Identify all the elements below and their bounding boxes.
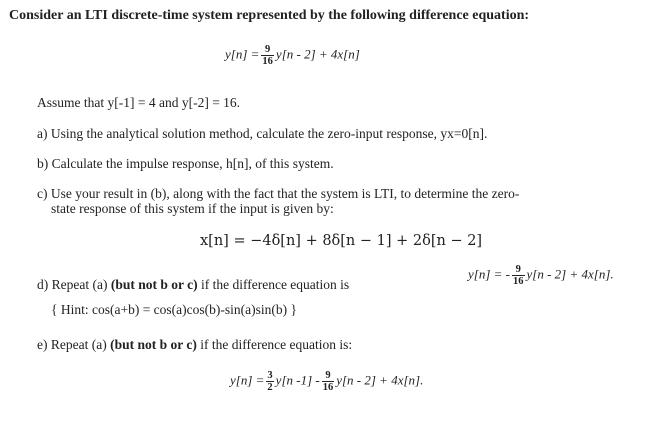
eq-e-denominator-2: 16 bbox=[322, 382, 334, 394]
eq-e-fraction-2 bbox=[322, 370, 335, 393]
eq1-denominator: 16 bbox=[262, 56, 273, 68]
eq-e-fraction-1 bbox=[266, 370, 273, 393]
part-a-text: a) Using the analytical solution method, calculate the zero-input response, yx=0[n]. bbox=[37, 126, 488, 141]
part-d-suffix: if the difference equation is bbox=[197, 277, 350, 292]
part-d-prefix: d) Repeat (a) bbox=[37, 277, 111, 292]
part-d-text bbox=[37, 277, 349, 293]
eq1-rhs: y[n - 2] + 4x[n] bbox=[275, 46, 360, 62]
input-signal-equation: x[n] = −4δ[n] + 8δ[n − 1] + 2δ[n − 2] bbox=[200, 233, 483, 249]
eq-e-rhs: y[n - 2] + 4x[n]. bbox=[336, 372, 424, 388]
part-b-text: b) Calculate the impulse response, h[n], of this system. bbox=[37, 156, 334, 171]
eq-d-numerator: 9 bbox=[515, 264, 521, 275]
part-c-text-line1: c) Use your result in (b), along with the fact that the system is LTI, to determine the zero- bbox=[37, 186, 520, 201]
eq-e-numerator-2: 9 bbox=[325, 370, 331, 381]
eq1-lhs: y[n] = bbox=[225, 46, 260, 62]
eq-e-mid: y[n -1] - bbox=[275, 372, 320, 388]
eq-e-lhs: y[n] = bbox=[230, 372, 265, 388]
part-d-bold: (but not b or c) bbox=[110, 277, 198, 292]
eq-d-rhs: y[n - 2] + 4x[n]. bbox=[526, 266, 614, 282]
part-e-text bbox=[37, 337, 352, 353]
hint-text: { Hint: cos(a+b) = cos(a)cos(b)-sin(a)sin(b) } bbox=[51, 302, 297, 317]
eq-d-fraction bbox=[512, 264, 525, 287]
part-c-text-line2: state response of this system if the input is given by: bbox=[51, 201, 334, 216]
part-e-suffix: if the difference equation is: bbox=[196, 337, 353, 352]
difference-equation-e bbox=[230, 370, 423, 393]
difference-equation-d bbox=[468, 264, 614, 287]
eq-e-denominator-1: 2 bbox=[267, 382, 273, 394]
part-e-bold: (but not b or c) bbox=[110, 337, 197, 352]
eq-d-lhs: y[n] = - bbox=[468, 266, 510, 282]
initial-conditions: Assume that y[-1] = 4 and y[-2] = 16. bbox=[37, 95, 241, 110]
problem-intro: Consider an LTI discrete-time system represented by the following difference equation: bbox=[9, 8, 530, 23]
eq-d-denominator: 16 bbox=[513, 276, 524, 288]
eq-e-numerator-1: 3 bbox=[267, 370, 273, 381]
eq1-fraction bbox=[261, 44, 274, 67]
part-e-prefix: e) Repeat (a) bbox=[37, 337, 111, 352]
eq1-numerator: 9 bbox=[265, 44, 271, 55]
difference-equation-1 bbox=[225, 44, 360, 67]
